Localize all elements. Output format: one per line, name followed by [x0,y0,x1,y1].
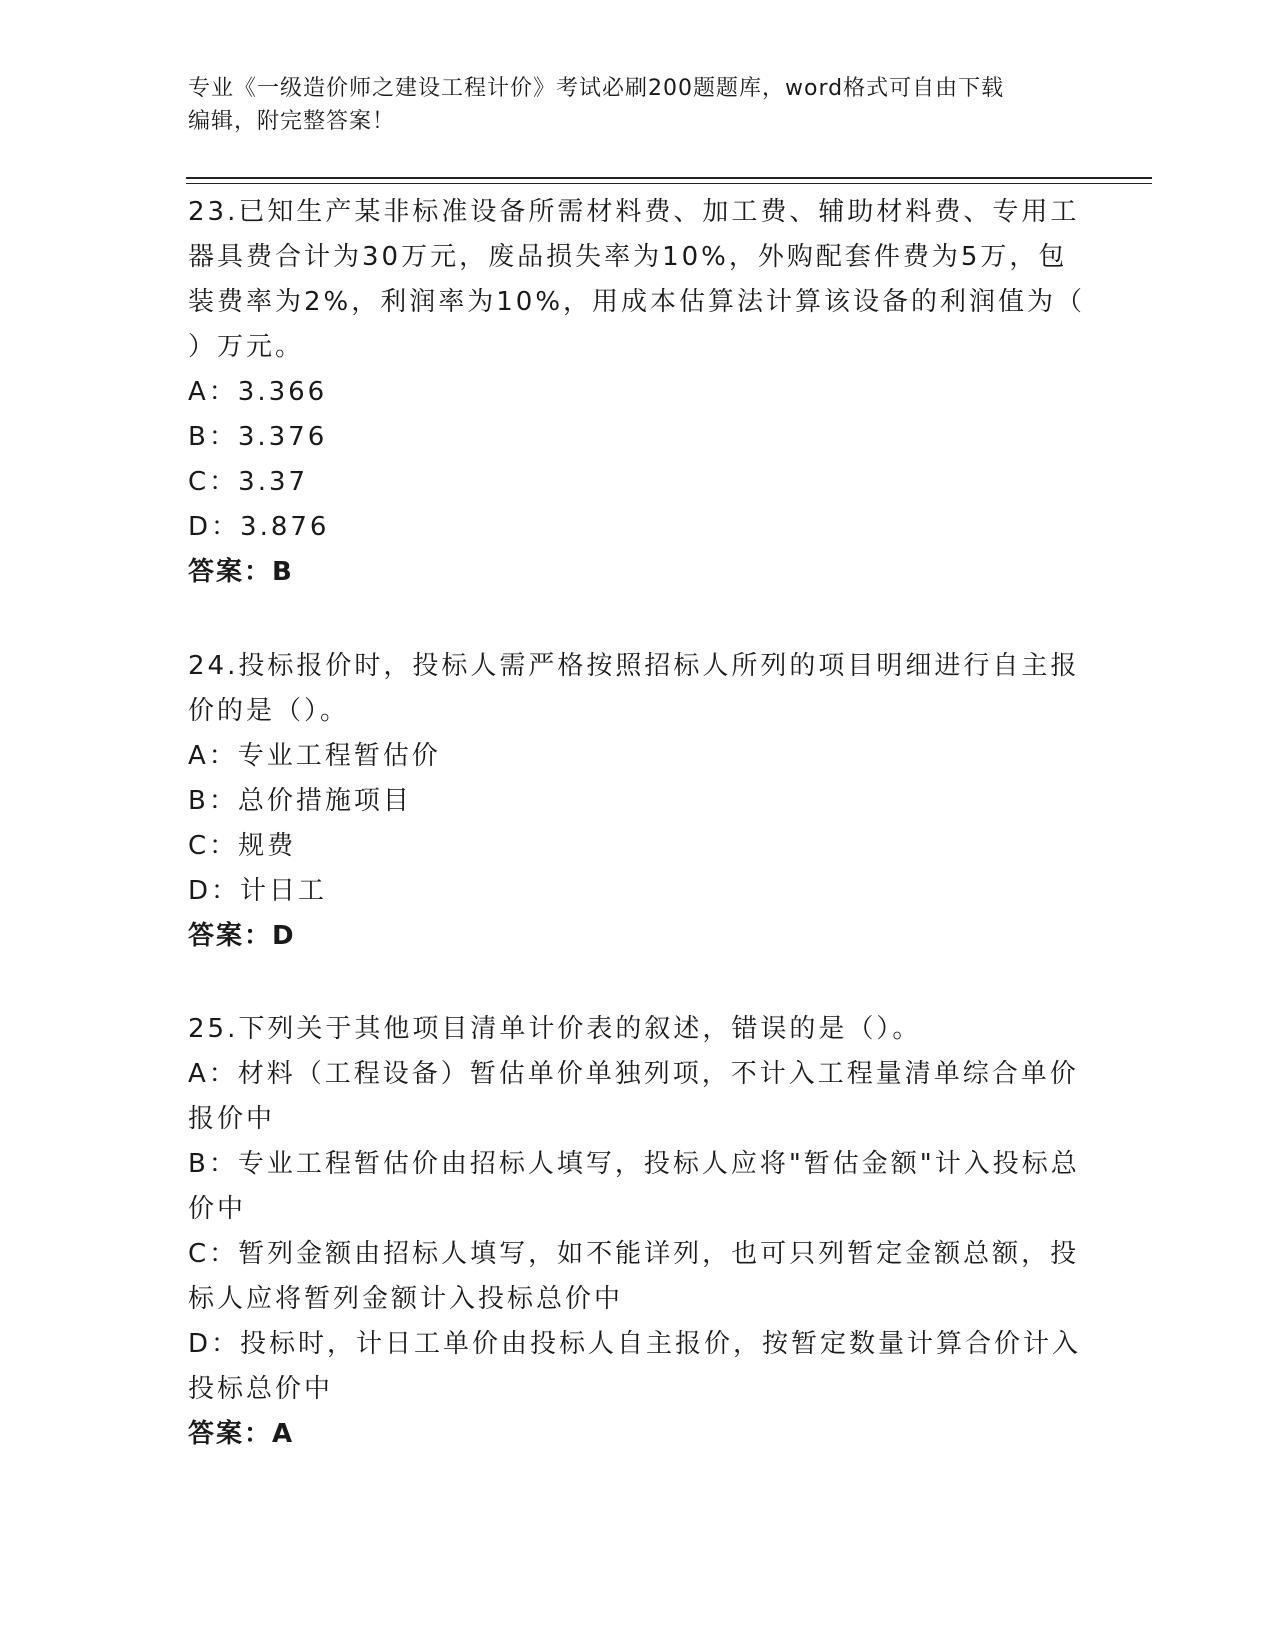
stem-line: 24.投标报价时，投标人需严格按照招标人所列的项目明细进行自主报 [188,651,1080,681]
option-a: A：专业工程暂估价 [188,741,441,771]
option-d: D：3.876 [188,512,330,542]
option-line: 标人应将暂列金额计入投标总价中 [188,1284,624,1314]
option-line: A：材料（工程设备）暂估单价单独列项，不计入工程量清单综合单价 [188,1059,1079,1089]
question-stem [188,644,1088,734]
stem-line: 23.已知生产某非标准设备所需材料费、加工费、辅助材料费、专用工 [188,197,1080,227]
answer: 答案：A [188,1419,295,1449]
option-b [188,1142,1088,1232]
header-divider [186,177,1152,179]
option-b: B：3.376 [188,422,328,452]
answer: 答案：D [188,921,296,951]
header-divider [186,183,1152,184]
option-d [188,1322,1088,1412]
option-line: B：专业工程暂估价由招标人填写，投标人应将"暂估金额"计入投标总 [188,1149,1080,1179]
question-25 [188,1007,1088,1457]
header-line: 编辑，附完整答案！ [188,109,396,134]
option-line: C：暂列金额由招标人填写，如不能详列，也可只列暂定金额总额，投 [188,1239,1080,1269]
stem-line: 25.下列关于其他项目清单计价表的叙述，错误的是（）。 [188,1014,922,1044]
question-23 [188,190,1088,595]
document-header [188,72,1068,138]
option-line: 报价中 [188,1104,276,1134]
option-a: A：3.366 [188,377,328,407]
answer: 答案：B [188,557,294,587]
option-line: 价中 [188,1194,247,1224]
option-line: 投标总价中 [188,1374,334,1404]
stem-line: 装费率为2%，利润率为10%，用成本估算法计算该设备的利润值为（ [188,287,1086,317]
stem-line: ）万元。 [188,332,305,362]
question-stem [188,190,1088,370]
header-line: 专业《一级造价师之建设工程计价》考试必刷200题题库，word格式可自由下载 [188,76,1005,101]
question-24 [188,644,1088,959]
question-stem [188,1007,1088,1052]
option-line: D：投标时，计日工单价由投标人自主报价，按暂定数量计算合价计入 [188,1329,1082,1359]
stem-line: 价的是（）。 [188,696,350,726]
option-c: C：规费 [188,831,297,861]
option-d: D：计日工 [188,876,328,906]
option-c [188,1232,1088,1322]
option-b: B：总价措施项目 [188,786,412,816]
option-c: C：3.37 [188,467,309,497]
option-a [188,1052,1088,1142]
stem-line: 器具费合计为30万元，废品损失率为10%，外购配套件费为5万，包 [188,242,1068,272]
